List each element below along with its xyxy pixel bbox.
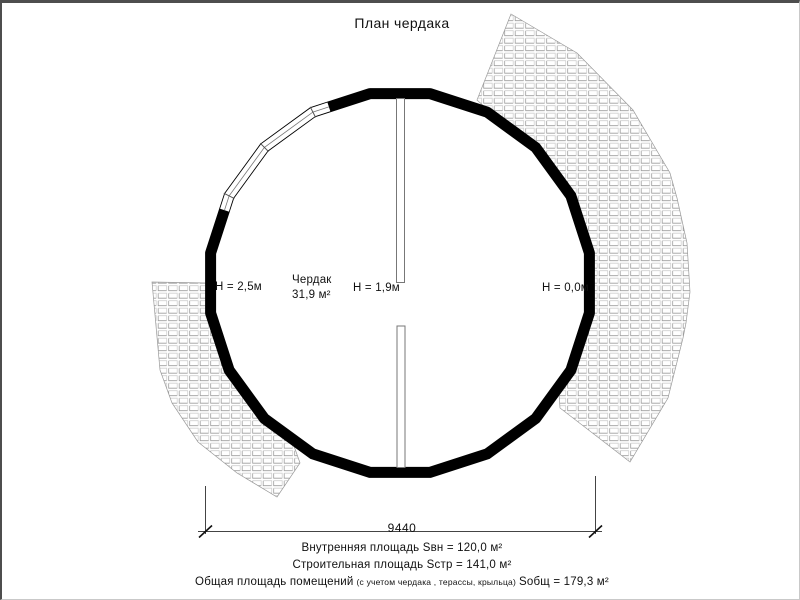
dimension-value: 9440: [387, 521, 417, 535]
summary-building-area: Строительная площадь Sстр = 141,0 м²: [292, 559, 512, 571]
room-label: [292, 273, 332, 302]
room-area: 31,9 м²: [292, 288, 331, 301]
summary-total-main: Общая площадь помещений: [195, 576, 354, 588]
height-label-center: H = 1,9м: [353, 282, 400, 294]
summary-total-area: [2, 575, 800, 589]
plan-title: План чердака: [354, 15, 450, 31]
height-label-right: H = 0,0м: [542, 282, 589, 294]
height-label-left: H = 2,5м: [215, 281, 262, 293]
summary-internal-area: Внутренняя площадь Sвн = 120,0 м²: [301, 542, 503, 554]
partition-wall-upper: [397, 99, 405, 283]
summary-total-note: (с учетом чердака , терассы, крыльца): [356, 577, 517, 587]
summary-total-value: Sобщ = 179,3 м²: [519, 576, 609, 588]
room-name: Чердак: [292, 274, 332, 286]
partition-wall-lower: [397, 326, 405, 468]
